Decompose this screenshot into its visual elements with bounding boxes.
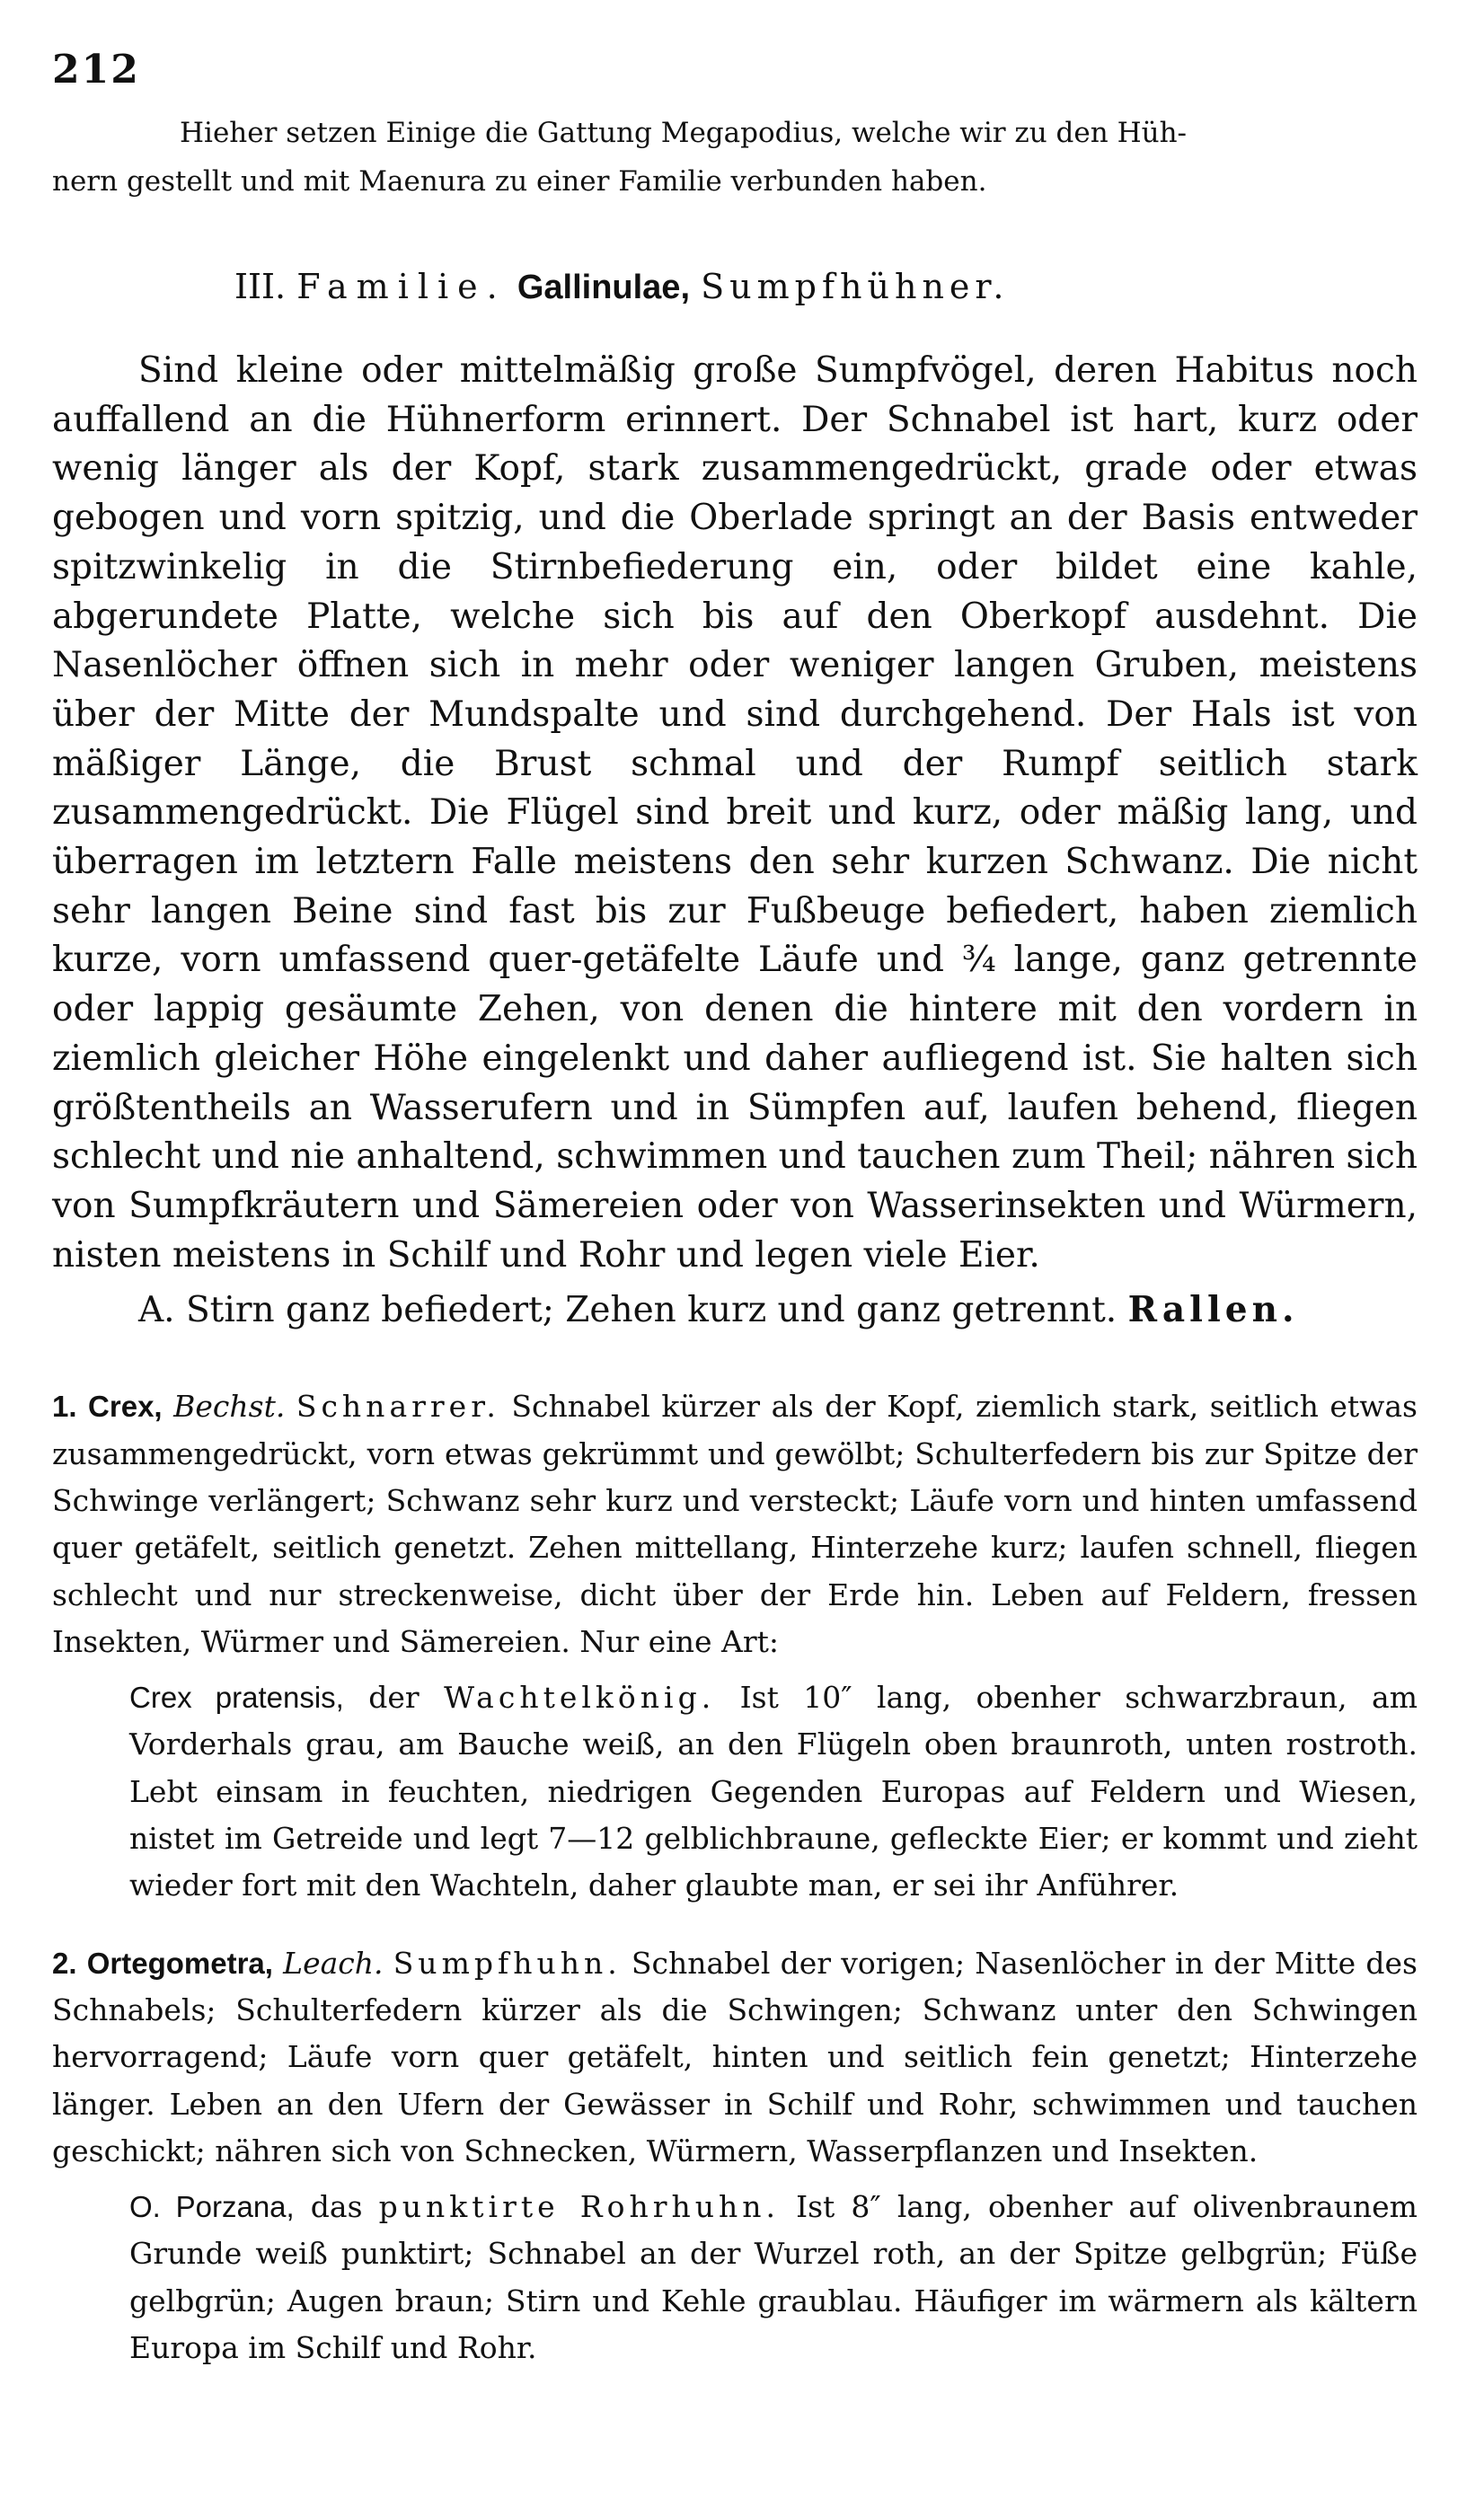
document-page xyxy=(52,47,1418,2402)
genus-number: 2. xyxy=(52,1946,77,1980)
family-description: Sind kleine oder mittelmäßig große Sumpfvögel, deren Habitus noch auffallend an die Hühnerform erinnert. Der Schnabel ist hart, kurz oder wenig länger als der Kopf, stark zusammengedrückt, grade oder etwas gebogen und vorn spitzig, und die Oberlade springt an der Basis entweder spitzwinkelig in die Stirnbefiederung ein, oder bildet eine kahle, abgerundete Platte, welche sich bis auf den Oberkopf ausdehnt. Die Nasenlöcher öffnen sich in mehr oder weniger langen Gruben, meistens über der Mitte der Mundspalte und sind durchgehend. Der Hals ist von mäßiger Länge, die Brust schmal und der Rumpf seitlich stark zusammengedrückt. Die Flügel sind breit und kurz, oder mäßig lang, und überragen im letztern Falle meistens den sehr kurzen Schwanz. Die nicht sehr langen Beine sind fast bis zur Fußbeuge befiedert, haben ziemlich kurze, vorn umfassend quer-getäfelte Läufe und ¾ lange, ganz getrennte oder lappig gesäumte Zehen, von denen die hintere mit den vordern in ziemlich gleicher Höhe eingelenkt und daher aufliegend ist. Sie halten sich größtentheils an Wasserufern und in Sümpfen auf, laufen behend, fliegen schlecht und nie anhaltend, schwimmen und tauchen zum Theil; nähren sich von Sumpfkräutern und Sämereien oder von Wasserinsekten und Würmern, nisten meistens in Schilf und Rohr und legen viele Eier. xyxy=(52,350,1418,1276)
subsection-label: A. xyxy=(138,1290,175,1331)
genus-name: Ortegometra, xyxy=(86,1946,273,1980)
genus-description: Schnabel der vorigen; Nasenlöcher in der Mitte des Schnabels; Schulterfedern kürzer als die Schwingen; Schwanz unter den Schwingen hervorragend; Läufe vorn quer getäfelt, hinten und seitlich fein genetzt; Hinterzehe länger. Leben an den Ufern der Gewässer in Schilf und Rohr, schwimmen und tauchen geschickt; nähren sich von Schnecken, Würmern, Wasserpflanzen und Insekten. xyxy=(52,1945,1418,2168)
species-german-name: punktirte Rohrhuhn. xyxy=(378,2189,780,2225)
species-article: der xyxy=(368,1680,420,1716)
genus-number: 1. xyxy=(52,1390,77,1424)
intro-line-1: Hieher setzen Einige die Gattung Megapodius, welche wir zu den Hüh- xyxy=(180,117,1188,149)
genus-author: Leach. xyxy=(283,1945,384,1981)
family-latin-name: Gallinulae, xyxy=(517,269,690,306)
subsection-text: Stirn ganz befiedert; Zehen kurz und ganz getrennt. xyxy=(185,1290,1117,1331)
genus-german-name: Schnarrer. xyxy=(296,1389,500,1425)
subsection-a xyxy=(138,1285,1418,1335)
genus-name: Crex, xyxy=(88,1390,163,1424)
family-numeral: III. xyxy=(234,267,287,306)
species-entry-crex-pratensis xyxy=(129,1674,1418,1909)
species-description: Ist 8″ lang, obenher auf olivenbraunem Grunde weiß punktirt; Schnabel an der Wurzel roth, an der Spitze gelbgrün; Füße gelbgrün; Augen braun; Stirn und Kehle graublau. Häufiger im wärmern als kältern Europa im Schilf und Rohr. xyxy=(129,2189,1418,2365)
genus-entry-crex xyxy=(52,1383,1418,1665)
species-article: das xyxy=(310,2189,363,2225)
species-entry-porzana xyxy=(129,2184,1418,2371)
subsection-group: Rallen. xyxy=(1127,1289,1299,1331)
genus-german-name: Sumpfhuhn. xyxy=(393,1945,622,1981)
intro-line-2: nern gestellt und mit Maenura zu einer Familie verbunden haben. xyxy=(52,165,987,198)
genus-description: Schnabel kürzer als der Kopf, ziemlich stark, seitlich etwas zusammengedrückt, vorn etwas gekrümmt und gewölbt; Schulterfedern bis zur Spitze der Schwinge verlängert; Schwanz sehr kurz und versteckt; Läufe vorn und hinten umfassend quer getäfelt, seitlich genetzt. Zehen mittellang, Hinterzehe kurz; laufen schnell, fliegen schlecht und nur streckenweise, dicht über der Erde hin. Leben auf Feldern, fressen Insekten, Würmer und Sämereien. Nur eine Art: xyxy=(52,1389,1418,1659)
genus-author: Bechst. xyxy=(173,1389,286,1425)
intro-note xyxy=(52,109,1418,206)
page-number: 212 xyxy=(52,47,140,93)
species-name: Crex pratensis, xyxy=(129,1681,344,1715)
species-german-name: Wachtelkönig. xyxy=(444,1680,716,1716)
family-german-name: Sumpfhühner. xyxy=(701,267,1010,306)
genus-entry-ortegometra xyxy=(52,1940,1418,2175)
family-word: Familie. xyxy=(296,267,507,306)
family-heading xyxy=(234,263,1418,311)
species-name: O. Porzana, xyxy=(129,2190,295,2224)
species-description: Ist 10″ lang, obenher schwarzbraun, am Vorderhals grau, am Bauche weiß, an den Flügeln oben braunroth, unten rostroth. Lebt einsam in feuchten, niedrigen Gegenden Europas auf Feldern und Wiesen, nistet im Getreide und legt 7—12 gelblichbraune, gefleckte Eier; er kommt und zieht wieder fort mit den Wachteln, daher glaubte man, er sei ihr Anführer. xyxy=(129,1680,1418,1903)
